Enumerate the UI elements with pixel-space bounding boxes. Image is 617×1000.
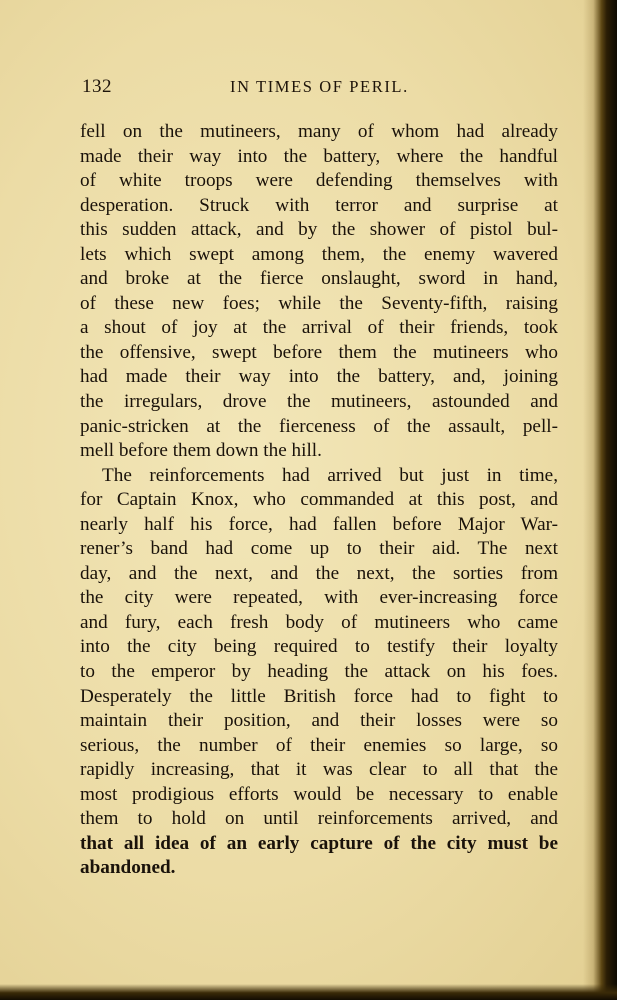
text-line: desperation. Struck with terror and surprise at <box>80 194 558 216</box>
text-line: this sudden attack, and by the shower of pistol bul- <box>80 219 558 241</box>
text-line: most prodigious efforts would be necessary to enable <box>80 783 558 805</box>
text-line: fell on the mutineers, many of whom had already <box>80 121 558 142</box>
text-line: rapidly increasing, that it was clear to all that the <box>80 759 558 781</box>
text-line: of white troops were defending themselves with <box>80 170 558 192</box>
text-line: serious, the number of their enemies so large, so <box>80 734 558 756</box>
text-line: the offensive, swept before them the mutineers who <box>80 341 558 363</box>
text-line: Desperately the little British force had to fight to <box>80 685 558 707</box>
text-line: panic-stricken at the fierceness of the assault, pell- <box>80 415 558 437</box>
book-spine-shadow <box>583 0 617 1000</box>
text-line: of these new foes; while the Seventy-fifth, raising <box>80 292 558 314</box>
text-line: abandoned. <box>80 857 176 879</box>
paragraph-2 <box>80 464 558 881</box>
paragraph-1 <box>80 120 558 464</box>
text-line: mell before them down the hill. <box>80 440 322 462</box>
page-bottom-edge <box>0 984 617 1000</box>
text-line: lets which swept among them, the enemy wavered <box>80 243 558 265</box>
text-line: maintain their position, and their losses were so <box>80 710 558 732</box>
page-number: 132 <box>82 76 112 97</box>
page-header <box>82 76 552 102</box>
text-line: and fury, each fresh body of mutineers who came <box>80 611 558 633</box>
text-line: that all idea of an early capture of the city must be <box>80 832 558 854</box>
text-line: The reinforcements had arrived but just in time, <box>102 464 558 486</box>
text-line: and broke at the fierce onslaught, sword in hand, <box>80 268 558 290</box>
text-line: rener’s band had come up to their aid. The next <box>80 538 558 560</box>
text-line: into the city being required to testify their loyalty <box>80 636 558 658</box>
text-line: a shout of joy at the arrival of their friends, took <box>80 317 558 339</box>
text-line: nearly half his force, had fallen before Major War- <box>80 513 558 535</box>
text-line: the irregulars, drove the mutineers, astounded and <box>80 391 558 413</box>
text-line: had made their way into the battery, and, joining <box>80 366 558 388</box>
text-line: for Captain Knox, who commanded at this post, and <box>80 489 558 511</box>
text-line: to the emperor by heading the attack on his foes. <box>80 661 558 683</box>
text-line: the city were repeated, with ever-increasing force <box>80 587 558 609</box>
text-line: day, and the next, and the next, the sorties from <box>80 562 558 584</box>
text-line: made their way into the battery, where the handful <box>80 145 558 167</box>
text-line: them to hold on until reinforcements arrived, and <box>80 808 558 830</box>
body-text <box>80 120 558 881</box>
running-head: IN TIMES OF PERIL. <box>230 77 409 96</box>
